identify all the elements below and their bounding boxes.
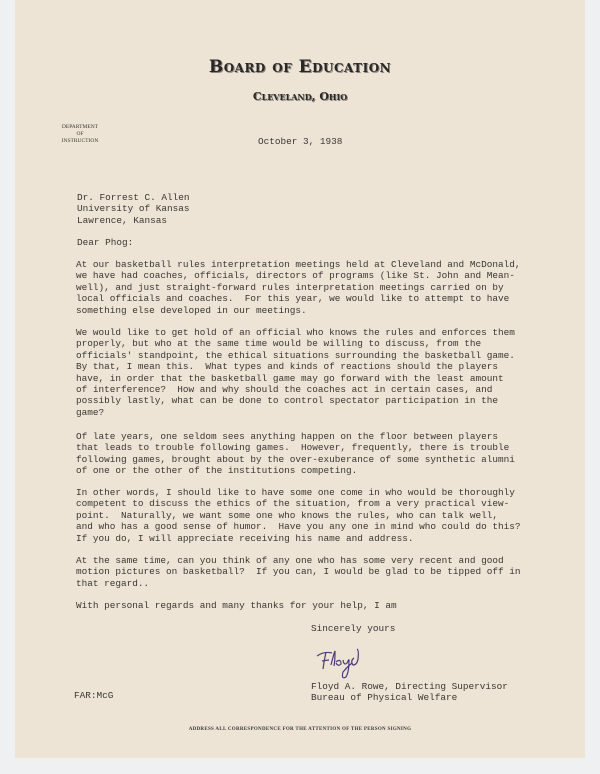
- letterhead-title: Board of Education: [208, 57, 392, 77]
- text-line: With personal regards and many thanks for your help, I am: [76, 600, 397, 611]
- text-line: something else developed in our meetings.: [76, 304, 307, 316]
- text-line: At our basketball rules interpretation meetings held at Cleveland and McDonald,: [76, 259, 521, 270]
- paragraph-2: [76, 327, 515, 418]
- recipient-address: [77, 192, 190, 226]
- department-line: DEPARTMENT: [61, 124, 99, 130]
- text-line: of one or the other of the institutions competing.: [76, 465, 358, 477]
- text-line: that leads to trouble following games. However, frequently, there is trouble: [76, 442, 510, 454]
- text-line: have, in order that the basketball game may go forward with the least amount: [76, 372, 504, 384]
- text-line: that regard..: [76, 577, 150, 589]
- reference-initials: FAR:McG: [74, 690, 114, 701]
- closing-remark: [76, 600, 397, 611]
- text-line: We would like to get hold of an official who knows the rules and enforces them: [76, 327, 515, 338]
- signer-name: Floyd A. Rowe, Directing Supervisor: [311, 681, 508, 692]
- text-line: officials' standpoint, the ethical situations surrounding the basketball game.: [76, 349, 515, 361]
- text-line: properly, but who at the same time would be willing to discuss, from the: [76, 338, 482, 350]
- text-line: game?: [76, 406, 105, 418]
- text-line: following games, brought about by the over-exuberance of some synthetic alumni: [76, 453, 515, 465]
- text-line: By that, I mean this. What types and kinds of reactions should the players: [76, 361, 498, 373]
- department-line: INSTRUCTION: [61, 137, 99, 144]
- signature: [314, 645, 374, 681]
- text-line: If you do, I will appreciate receiving his name and address.: [76, 532, 414, 544]
- text-line: possibly lastly, what can be done to control spectator participation in the: [76, 395, 498, 407]
- text-line: competent to discuss the ethics of the situation, from a very practical view-: [76, 498, 510, 510]
- salutation: Dear Phog:: [77, 237, 134, 248]
- address-line: University of Kansas: [77, 203, 190, 215]
- department-label: [44, 124, 116, 144]
- text-line: of interference? How and why should the coaches act in certain cases, and: [76, 384, 493, 396]
- letterhead-city: Cleveland, Ohio: [252, 90, 348, 103]
- department-line: OF: [76, 130, 84, 137]
- text-line: and who has a good sense of humor. Have you any one in mind who could do this?: [76, 521, 521, 533]
- paragraph-5: [76, 555, 520, 589]
- paragraph-3: [76, 431, 515, 477]
- text-line: Of late years, one seldom sees anything happen on the floor between players: [76, 431, 498, 442]
- text-line: motion pictures on basketball? If you can, I would be glad to be tipped off in: [76, 566, 521, 578]
- signer-bureau: Bureau of Physical Welfare: [311, 692, 458, 704]
- text-line: well), and just straight-forward rules interpretation meetings carried on by: [76, 281, 504, 293]
- text-line: At the same time, can you think of any one who has some very recent and good: [76, 555, 504, 566]
- text-line: In other words, I should like to have some one come in who would be thoroughly: [76, 487, 515, 498]
- address-line: Lawrence, Kansas: [77, 214, 168, 226]
- address-line: Dr. Forrest C. Allen: [77, 192, 190, 203]
- complimentary-close: Sincerely yours: [311, 623, 396, 634]
- text-line: local officials and coaches. For this year, we would like to attempt to have: [76, 293, 510, 305]
- letterhead-footer: ADDRESS ALL CORRESPONDENCE FOR THE ATTENTION OF THE PERSON SIGNING: [188, 727, 412, 732]
- text-line: point. Naturally, we want some one who knows the rules, who can talk well,: [76, 509, 498, 521]
- paragraph-1: [76, 259, 520, 316]
- paragraph-4: [76, 487, 520, 544]
- signer-block: [311, 681, 508, 704]
- text-line: we have had coaches, officials, directors of programs (like St. John and Mean-: [76, 270, 515, 282]
- letter-date: October 3, 1938: [258, 136, 343, 147]
